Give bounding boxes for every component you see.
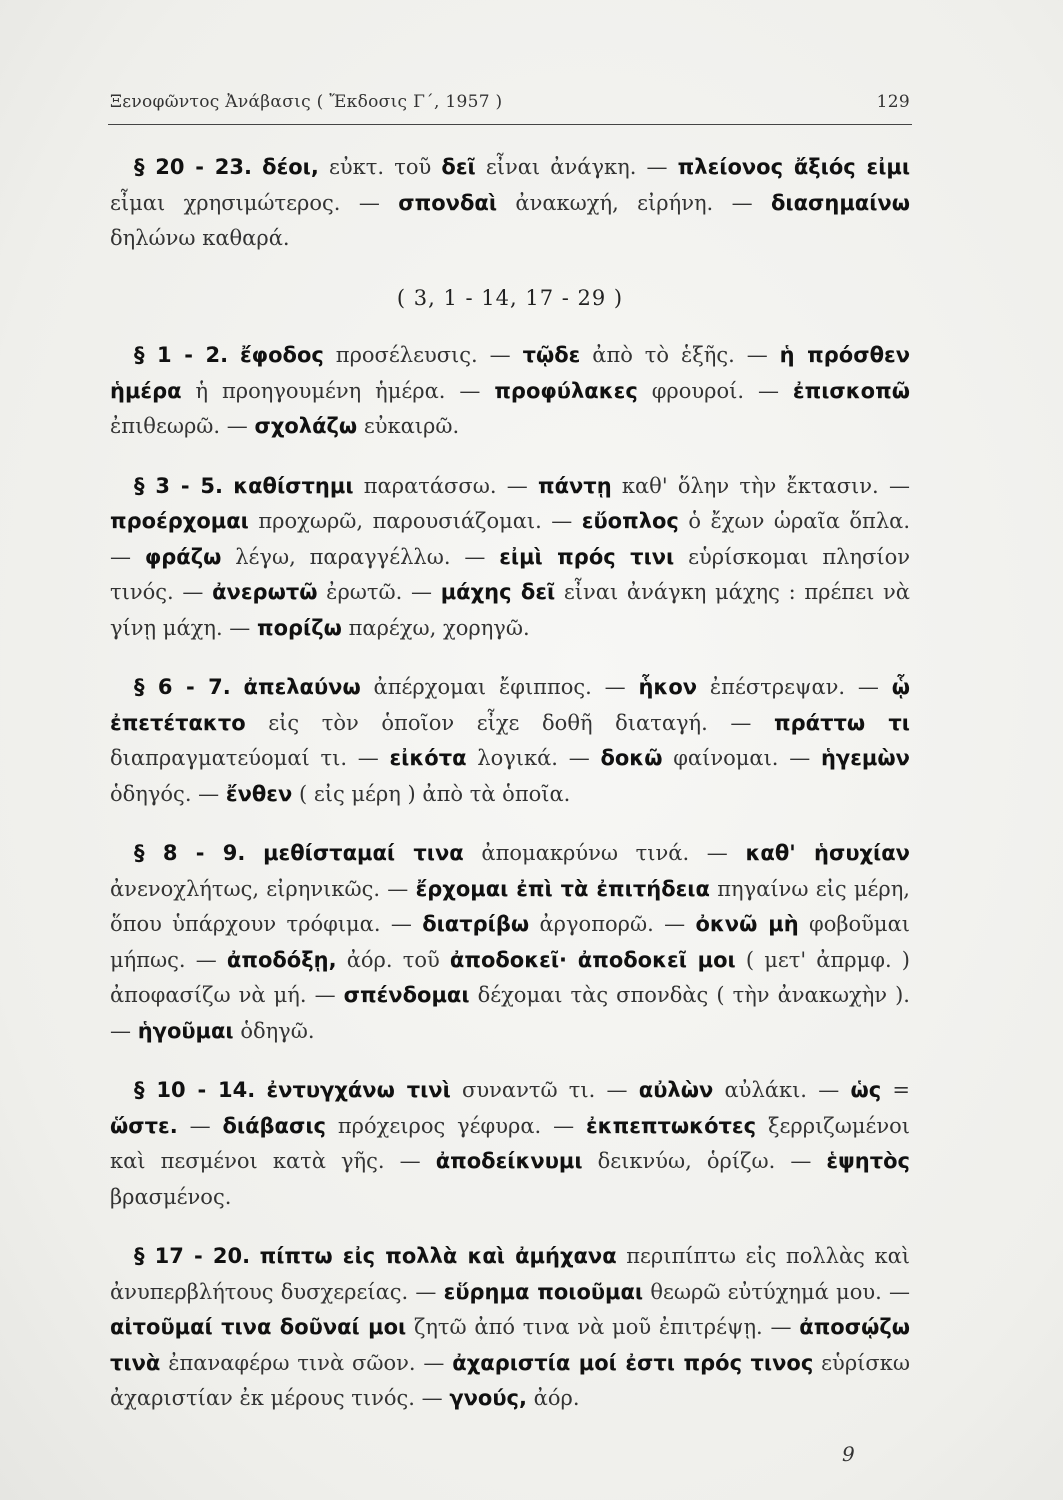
gloss: βρασμένος. bbox=[110, 1184, 232, 1209]
gloss: λέγω, παραγγέλλω. — bbox=[235, 544, 486, 569]
section-ref: § 20 - 23. bbox=[134, 155, 252, 179]
section-ref: § 6 - 7. bbox=[134, 675, 231, 699]
page-number: 129 bbox=[876, 92, 910, 112]
gloss: εὐκτ. τοῦ bbox=[329, 155, 432, 179]
headword: αὐλὼν bbox=[638, 1078, 714, 1102]
glossary-body bbox=[110, 150, 910, 1441]
headword: ἐκπεπτωκότες bbox=[585, 1113, 757, 1138]
headword: ὡς bbox=[850, 1078, 882, 1102]
gloss: ἐπιθεωρῶ. — bbox=[110, 414, 248, 438]
gloss: ἀργοπορῶ. — bbox=[539, 912, 686, 936]
headword: ἡ πρόσθεν ἡμέρα bbox=[110, 343, 910, 403]
gloss: ἀνενοχλήτως, εἰρηνικῶς. — bbox=[110, 876, 409, 901]
headword: πλείονος ἄξιός εἰμι bbox=[677, 155, 911, 179]
headword: προέρχομαι bbox=[110, 509, 249, 533]
headword: αἰτοῦμαί τινα δοῦναί μοι bbox=[110, 1315, 407, 1339]
header-rule bbox=[108, 124, 912, 125]
signature-mark: 9 bbox=[842, 1442, 855, 1466]
headword: καθ' ἡσυχίαν bbox=[745, 841, 910, 865]
gloss: ( μετ' ἀπρμφ. ) ἀποφασίζω νὰ μή. — bbox=[110, 947, 910, 1007]
gloss: ὁ ἔχων ὡραῖα ὅπλα. — bbox=[110, 509, 910, 569]
section-10-14 bbox=[110, 1073, 910, 1215]
gloss: φρουροί. — bbox=[651, 378, 779, 403]
headword: διασημαίνω bbox=[771, 190, 910, 215]
section-1-2 bbox=[110, 338, 910, 445]
section-ref: § 1 - 2. bbox=[134, 343, 229, 367]
gloss: φαίνομαι. — bbox=[673, 746, 811, 770]
section-ref: § 10 - 14. bbox=[134, 1078, 256, 1102]
headword: εἰκότα bbox=[389, 746, 467, 770]
gloss: ἐρωτῶ. — bbox=[326, 580, 433, 604]
gloss: καθ' ὅλην τὴν ἔκτασιν. — bbox=[621, 473, 910, 498]
headword: διατρίβω bbox=[422, 912, 530, 936]
headword: μάχης δεῖ bbox=[440, 580, 556, 604]
gloss: προχωρῶ, παρουσιάζομαι. — bbox=[258, 509, 573, 533]
gloss: = bbox=[892, 1078, 910, 1102]
headword: τῷδε bbox=[522, 343, 581, 367]
gloss: θεωρῶ εὐτύχημά μου. — bbox=[650, 1279, 910, 1304]
headword: πάντῃ bbox=[537, 473, 612, 498]
section-20-23 bbox=[110, 150, 910, 257]
gloss: εἰς τὸν ὁποῖον εἶχε δοθῆ διαταγή. — bbox=[268, 710, 752, 735]
gloss: συναντῶ τι. — bbox=[462, 1078, 628, 1102]
gloss: ξερριζωμένοι καὶ πεσμένοι κατὰ γῆς. — bbox=[110, 1113, 910, 1173]
gloss: αὐλάκι. — bbox=[724, 1078, 840, 1102]
headword: εἰμὶ πρός τινι bbox=[499, 544, 675, 569]
headword: μεθίσταμαί τινα bbox=[263, 841, 464, 865]
headword: ἑψητὸς bbox=[826, 1149, 910, 1173]
headword: ᾧ ἐπετέτακτο bbox=[110, 675, 910, 735]
headword: ὀκνῶ μὴ bbox=[695, 912, 799, 936]
headword: ἀποδόξῃ, bbox=[226, 947, 337, 972]
gloss: ἀπομακρύνω τινά. — bbox=[481, 841, 728, 865]
gloss: ( εἰς μέρη ) ἀπὸ τὰ ὁποῖα. bbox=[298, 781, 571, 806]
section-ref: § 8 - 9. bbox=[134, 841, 246, 865]
gloss: εὑρίσκω ἀχαριστίαν ἐκ μέρους τινός. — bbox=[110, 1350, 910, 1410]
headword: δέοι, bbox=[262, 155, 319, 179]
headword: ἀποδοκεῖ· ἀποδοκεῖ μοι bbox=[449, 947, 736, 972]
headword: εὔοπλος bbox=[581, 509, 679, 533]
headword: γνούς, bbox=[449, 1386, 527, 1410]
chapter-reference: ( 3, 1 - 14, 17 - 29 ) bbox=[396, 285, 624, 310]
headword: ἀποδείκνυμι bbox=[435, 1149, 583, 1173]
headword: καθίστημι bbox=[233, 473, 354, 498]
headword: ἡγεμὼν bbox=[820, 746, 910, 770]
headword: φράζω bbox=[144, 544, 222, 569]
gloss: προσέλευσις. — bbox=[335, 343, 511, 367]
gloss: ζητῶ ἀπό τινα νὰ μοῦ ἐπιτρέψῃ. — bbox=[413, 1315, 792, 1339]
headword: ἔνθεν bbox=[225, 781, 293, 806]
headword: πίπτω εἰς πολλὰ καὶ ἀμήχανα bbox=[259, 1244, 617, 1268]
headword: ἐντυγχάνω τινὶ bbox=[266, 1078, 451, 1102]
gloss: εἶναι ἀνάγκη μάχης : πρέπει νὰ γίνῃ μάχη. — bbox=[110, 580, 910, 640]
gloss: ὁδηγῶ. bbox=[240, 1018, 315, 1043]
headword: πορίζω bbox=[256, 615, 342, 640]
gloss: ὁδηγός. — bbox=[110, 781, 220, 806]
gloss: εἶμαι χρησιμώτερος. — bbox=[110, 190, 380, 215]
headword: ἀποσῴζω τινὰ bbox=[110, 1315, 910, 1375]
gloss: ἐπαναφέρω τινὰ σῶον. — bbox=[168, 1350, 445, 1375]
headword: δοκῶ bbox=[600, 746, 663, 770]
headword: πράττω τι bbox=[774, 710, 910, 735]
gloss: λογικά. — bbox=[477, 746, 590, 770]
gloss: ἡ προηγουμένη ἡμέρα. — bbox=[195, 378, 481, 403]
headword: ἔρχομαι ἐπὶ τὰ ἐπιτήδεια bbox=[415, 876, 710, 901]
headword: ὥστε. bbox=[110, 1113, 178, 1138]
headword: ἀπελαύνω bbox=[243, 675, 361, 699]
gloss: ἀπέρχομαι ἔφιππος. — bbox=[373, 675, 626, 699]
gloss: εὑρίσκομαι πλησίον τινός. — bbox=[110, 544, 910, 604]
gloss: ἀνακωχή, εἰρήνη. — bbox=[515, 190, 753, 215]
gloss: ἀόρ. τοῦ bbox=[346, 947, 440, 972]
headword: διάβασις bbox=[222, 1113, 326, 1138]
running-title: Ξενοφῶντος Ἀνάβασις ( Ἔκδοσις Γ΄, 1957 ) bbox=[110, 92, 503, 112]
gloss: — bbox=[189, 1113, 211, 1138]
headword: σπονδαὶ bbox=[398, 190, 498, 215]
section-6-7 bbox=[110, 670, 910, 812]
gloss: περιπίπτω εἰς πολλὰς καὶ ἀνυπερβλήτους δυσχερείας. — bbox=[110, 1244, 910, 1304]
section-3-5 bbox=[110, 469, 910, 647]
headword: δεῖ bbox=[441, 155, 476, 179]
running-head bbox=[110, 92, 910, 120]
headword: ἀνερωτῶ bbox=[212, 580, 318, 604]
gloss: δέχομαι τὰς σπονδὰς ( τὴν ἀνακωχὴν ). — bbox=[110, 983, 910, 1043]
gloss: φοβοῦμαι μήπως. — bbox=[110, 912, 910, 972]
gloss: ἀόρ. bbox=[533, 1386, 580, 1410]
gloss: ἐπέστρεψαν. — bbox=[709, 675, 879, 699]
section-17-20 bbox=[110, 1239, 910, 1417]
gloss: ἀπὸ τὸ ἑξῆς. — bbox=[592, 343, 768, 367]
headword: ἐπισκοπῶ bbox=[792, 378, 910, 403]
gloss: δεικνύω, ὁρίζω. — bbox=[597, 1149, 812, 1173]
section-ref: § 3 - 5. bbox=[134, 473, 223, 498]
gloss: παρατάσσω. — bbox=[363, 473, 528, 498]
gloss: εὐκαιρῶ. bbox=[363, 414, 460, 438]
headword: εὕρημα ποιοῦμαι bbox=[443, 1279, 644, 1304]
headword: σχολάζω bbox=[254, 414, 358, 438]
headword: ἡγοῦμαι bbox=[137, 1018, 234, 1043]
gloss: πρόχειρος γέφυρα. — bbox=[337, 1113, 575, 1138]
gloss: διαπραγματεύομαί τι. — bbox=[110, 746, 379, 770]
headword: ἧκον bbox=[638, 675, 698, 699]
section-ref: § 17 - 20. bbox=[134, 1244, 251, 1268]
headword: ἀχαριστία μοί ἐστι πρός τινος bbox=[452, 1350, 814, 1375]
headword: προφύλακες bbox=[494, 378, 638, 403]
headword: σπένδομαι bbox=[343, 983, 470, 1007]
gloss: πηγαίνω εἰς μέρη, ὅπου ὑπάρχουν τρόφιμα. — bbox=[110, 876, 910, 936]
gloss: παρέχω, χορηγῶ. bbox=[348, 615, 530, 640]
section-8-9 bbox=[110, 836, 910, 1049]
gloss: δηλώνω καθαρά. bbox=[110, 226, 290, 250]
headword: ἔφοδος bbox=[239, 343, 324, 367]
gloss: εἶναι ἀνάγκη. — bbox=[485, 155, 668, 179]
